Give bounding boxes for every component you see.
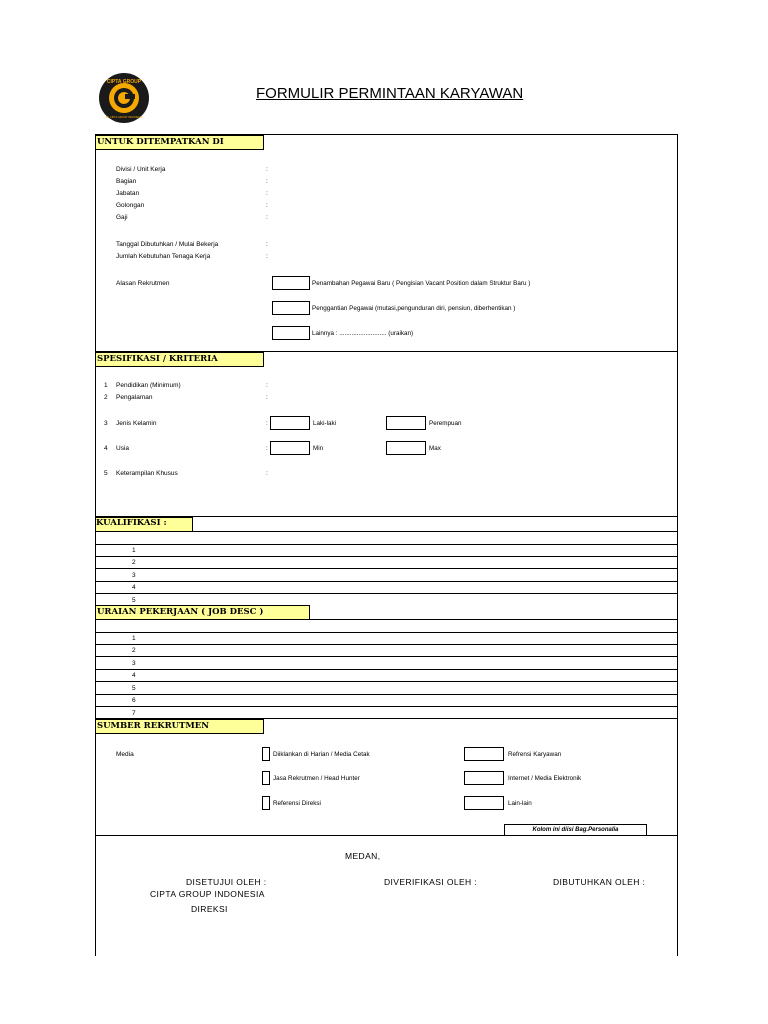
logo-sub-text: BY CIPTA GROUP INDONESIA	[105, 116, 143, 119]
field-label-jumlah: Jumlah Kebutuhan Tenaga Kerja	[116, 253, 211, 260]
field-label-golongan: Golongan	[116, 202, 145, 209]
spec-label-pendidikan: Pendidikan (Minimum)	[116, 382, 181, 389]
gender-checkbox-female[interactable]	[386, 416, 426, 430]
company-logo	[98, 72, 150, 124]
uraian-row-number: 4	[132, 672, 136, 679]
field-label-jabatan: Jabatan	[116, 190, 140, 197]
uraian-row-number: 3	[132, 660, 136, 667]
alasan-option-lainnya: Lainnya : ........................... (uraikan)	[312, 330, 414, 337]
section-header-sumber: SUMBER REKRUTMEN	[95, 719, 264, 734]
age-min-label: Min	[313, 445, 324, 452]
section-header-spesifikasi: SPESIFIKASI / KRITERIA	[95, 352, 264, 367]
uraian-row-number: 5	[132, 685, 136, 692]
item-number: 4	[104, 445, 108, 452]
sumber-checkbox-direksi[interactable]	[262, 796, 270, 810]
item-number: 3	[104, 420, 108, 427]
row-line	[95, 544, 678, 545]
age-min-input[interactable]	[270, 441, 310, 455]
sumber-checkbox-internet[interactable]	[464, 771, 504, 785]
sumber-option-direksi: Referensi Direksi	[273, 800, 321, 807]
colon: :	[266, 253, 268, 260]
item-number: 5	[104, 470, 108, 477]
divider	[310, 619, 678, 620]
uraian-row-number: 6	[132, 697, 136, 704]
field-label-tanggal: Tanggal Dibutuhkan / Mulai Bekerja	[116, 241, 219, 248]
row-line	[95, 593, 678, 594]
kualifikasi-row-number: 1	[132, 547, 136, 554]
spec-label-jenis-kelamin: Jenis Kelamin	[116, 420, 157, 427]
signature-approved: DISETUJUI OLEH :	[186, 877, 267, 887]
spec-label-keterampilan: Keterampilan Khusus	[116, 470, 178, 477]
signature-company: CIPTA GROUP INDONESIA	[150, 889, 265, 899]
alasan-option-penggantian: Penggantian Pegawai (mutasi,pengunduran diri, pensiun, diberhentikan )	[312, 305, 516, 312]
colon: :	[266, 420, 268, 427]
field-label-bagian: Bagian	[116, 178, 137, 185]
signature-verified: DIVERIFIKASI OLEH :	[384, 877, 478, 887]
colon: :	[266, 178, 268, 185]
section-header-uraian: URAIAN PEKERJAAN ( JOB DESC )	[95, 605, 310, 620]
sumber-checkbox-lain[interactable]	[464, 796, 504, 810]
sumber-option-head-hunter: Jasa Rekrutmen / Head Hunter	[273, 775, 360, 782]
sumber-option-iklan: Diiklankan di Harian / Media Cetak	[273, 751, 370, 758]
row-line	[95, 694, 678, 695]
field-label-alasan: Alasan Rekrutmen	[116, 280, 170, 287]
row-line	[95, 669, 678, 670]
kualifikasi-row-number: 2	[132, 559, 136, 566]
sumber-checkbox-iklan[interactable]	[262, 747, 270, 761]
uraian-row-number: 1	[132, 635, 136, 642]
sumber-option-lain: Lain-lain	[508, 800, 532, 807]
uraian-row-number: 2	[132, 647, 136, 654]
item-number: 1	[104, 382, 108, 389]
signature-needed: DIBUTUHKAN OLEH :	[553, 877, 646, 887]
colon: :	[266, 166, 268, 173]
colon: :	[266, 202, 268, 209]
signature-direksi: DIREKSI	[191, 904, 228, 914]
logo-ring-text: CIPTA GROUP	[106, 79, 142, 85]
colon: :	[266, 214, 268, 221]
row-line	[95, 632, 678, 633]
media-label: Media	[116, 751, 134, 758]
sumber-option-karyawan: Refrensi Karyawan	[508, 751, 562, 758]
item-number: 2	[104, 394, 108, 401]
alasan-checkbox-lainnya[interactable]	[272, 326, 310, 340]
sumber-option-internet: Internet / Media Elektronik	[508, 775, 582, 782]
field-label-gaji: Gaji	[116, 214, 128, 221]
colon: :	[266, 470, 268, 477]
page-title: FORMULIR PERMINTAAN KARYAWAN	[256, 85, 524, 102]
field-label-divisi: Divisi / Unit Kerja	[116, 166, 166, 173]
section-header-penempatan: UNTUK DITEMPATKAN DI	[95, 135, 264, 150]
divider	[193, 531, 678, 532]
kualifikasi-row-number: 5	[132, 597, 136, 604]
sumber-checkbox-head-hunter[interactable]	[262, 771, 270, 785]
sumber-checkbox-karyawan[interactable]	[464, 747, 504, 761]
kualifikasi-row-number: 4	[132, 584, 136, 591]
signature-place: MEDAN,	[345, 851, 381, 861]
uraian-row-number: 7	[132, 710, 136, 717]
row-line	[95, 581, 678, 582]
row-line	[95, 556, 678, 557]
alasan-checkbox-penggantian[interactable]	[272, 301, 310, 315]
colon: :	[266, 382, 268, 389]
spec-label-pengalaman: Pengalaman	[116, 394, 153, 401]
row-line	[95, 681, 678, 682]
row-line	[95, 706, 678, 707]
alasan-checkbox-penambahan[interactable]	[272, 276, 310, 290]
gender-checkbox-male[interactable]	[270, 416, 310, 430]
personalia-note: Kolom ini diisi Bag.Personalia	[504, 824, 647, 836]
divider	[95, 835, 678, 836]
alasan-option-penambahan: Penambahan Pegawai Baru ( Pengisian Vacant Position dalam Struktur Baru )	[312, 280, 531, 287]
row-line	[95, 644, 678, 645]
gender-option-male: Laki-laki	[313, 420, 337, 427]
age-max-input[interactable]	[386, 441, 426, 455]
kualifikasi-row-number: 3	[132, 572, 136, 579]
colon: :	[266, 445, 268, 452]
row-line	[95, 656, 678, 657]
spec-label-usia: Usia	[116, 445, 130, 452]
colon: :	[266, 394, 268, 401]
age-max-label: Max	[429, 445, 441, 452]
gender-option-female: Perempuan	[429, 420, 462, 427]
colon: :	[266, 190, 268, 197]
row-line	[95, 568, 678, 569]
section-header-kualifikasi: KUALIFIKASI :	[96, 518, 167, 528]
colon: :	[266, 241, 268, 248]
